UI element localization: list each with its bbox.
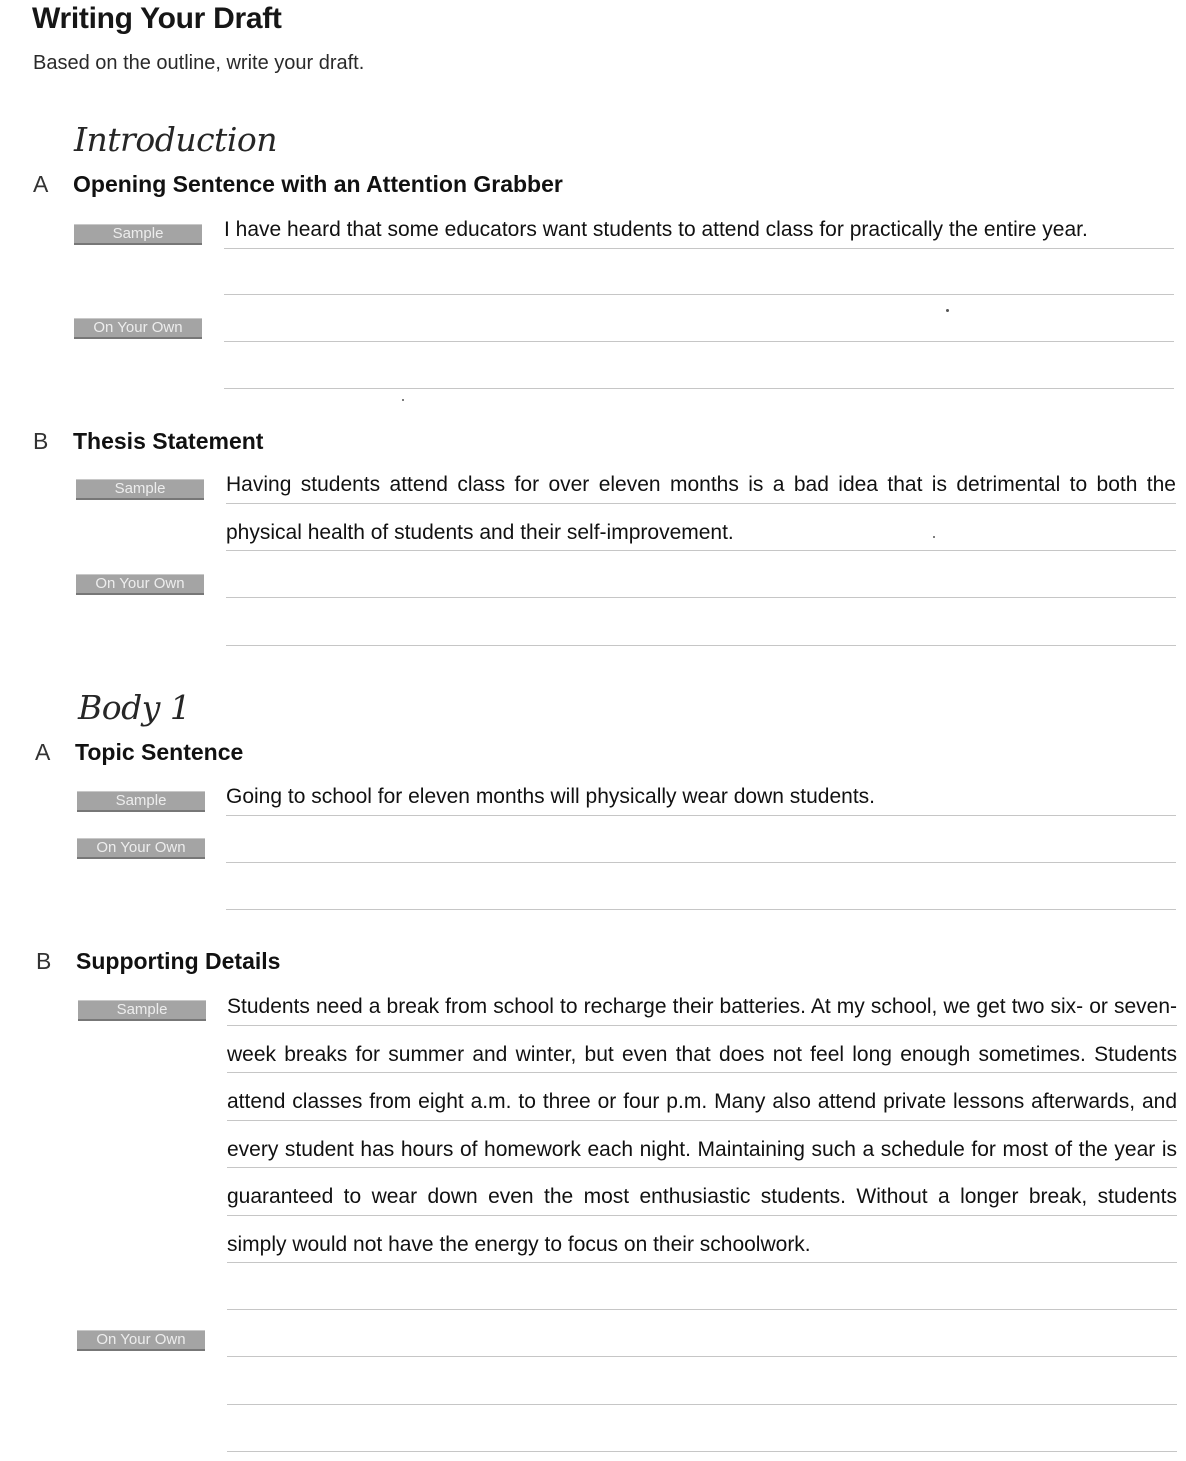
sample-text-topic-sentence: Going to school for eleven months will physically wear down students. bbox=[226, 785, 875, 808]
item-title: Thesis Statement bbox=[73, 428, 264, 454]
writing-line-own[interactable] bbox=[226, 645, 1176, 646]
item-heading-thesis-statement bbox=[33, 428, 263, 455]
item-title: Topic Sentence bbox=[75, 739, 244, 765]
sample-text-thesis-statement: Having students attend class for over eleven months is a bad idea that is detrimental to both the physical health of students and their self-improvement. bbox=[226, 473, 1176, 544]
writing-line-own[interactable] bbox=[224, 341, 1174, 342]
sample-text-opening-sentence: I have heard that some educators want students to attend class for practically the entire year. bbox=[224, 218, 1088, 241]
on-your-own-tag: On Your Own bbox=[77, 1330, 205, 1351]
on-your-own-tag: On Your Own bbox=[76, 574, 204, 595]
on-your-own-tag: On Your Own bbox=[77, 838, 205, 859]
writing-line-own[interactable] bbox=[226, 862, 1176, 863]
writing-line bbox=[227, 1309, 1177, 1310]
scan-speck bbox=[933, 536, 935, 538]
item-title: Opening Sentence with an Attention Grabber bbox=[73, 171, 563, 197]
writing-line bbox=[224, 294, 1174, 295]
writing-line-own[interactable] bbox=[226, 597, 1176, 598]
sample-tag: Sample bbox=[77, 791, 205, 812]
item-letter: B bbox=[36, 948, 52, 974]
on-your-own-tag: On Your Own bbox=[74, 318, 202, 339]
item-letter: B bbox=[33, 428, 49, 454]
sample-tag: Sample bbox=[78, 1000, 206, 1021]
item-letter: A bbox=[35, 739, 51, 765]
writing-line-own[interactable] bbox=[227, 1451, 1177, 1452]
item-letter: A bbox=[33, 171, 49, 197]
scan-speck bbox=[402, 399, 404, 401]
writing-line-own[interactable] bbox=[226, 909, 1176, 910]
item-heading-supporting-details bbox=[36, 948, 280, 975]
sample-tag: Sample bbox=[76, 479, 204, 500]
section-heading-body-1: Body 1 bbox=[78, 688, 191, 727]
writing-line-own[interactable] bbox=[227, 1404, 1177, 1405]
scan-speck bbox=[946, 309, 949, 312]
writing-line-own[interactable] bbox=[224, 388, 1174, 389]
sample-tag: Sample bbox=[74, 224, 202, 245]
item-heading-opening-sentence bbox=[33, 171, 563, 198]
item-heading-topic-sentence bbox=[35, 739, 243, 766]
page-title: Writing Your Draft bbox=[32, 2, 282, 35]
item-title: Supporting Details bbox=[76, 948, 281, 974]
sample-text-supporting-details: Students need a break from school to recharge their batteries. At my school, we get two six- or seven-week breaks for summer and winter, but even that does not feel long enough sometimes. Students attend classes from eight a.m. to three or four p.m. Many also attend private lessons afterwards, and every student has hours of homework each night. Maintaining such a schedule for most of the year is guaranteed to wear down even the most enthusiastic students. Without a longer break, students simply would not have the energy to focus on their schoolwork. bbox=[227, 995, 1177, 1256]
page-subtitle: Based on the outline, write your draft. bbox=[33, 52, 365, 74]
section-heading-introduction: Introduction bbox=[74, 120, 277, 159]
writing-line-own[interactable] bbox=[227, 1356, 1177, 1357]
